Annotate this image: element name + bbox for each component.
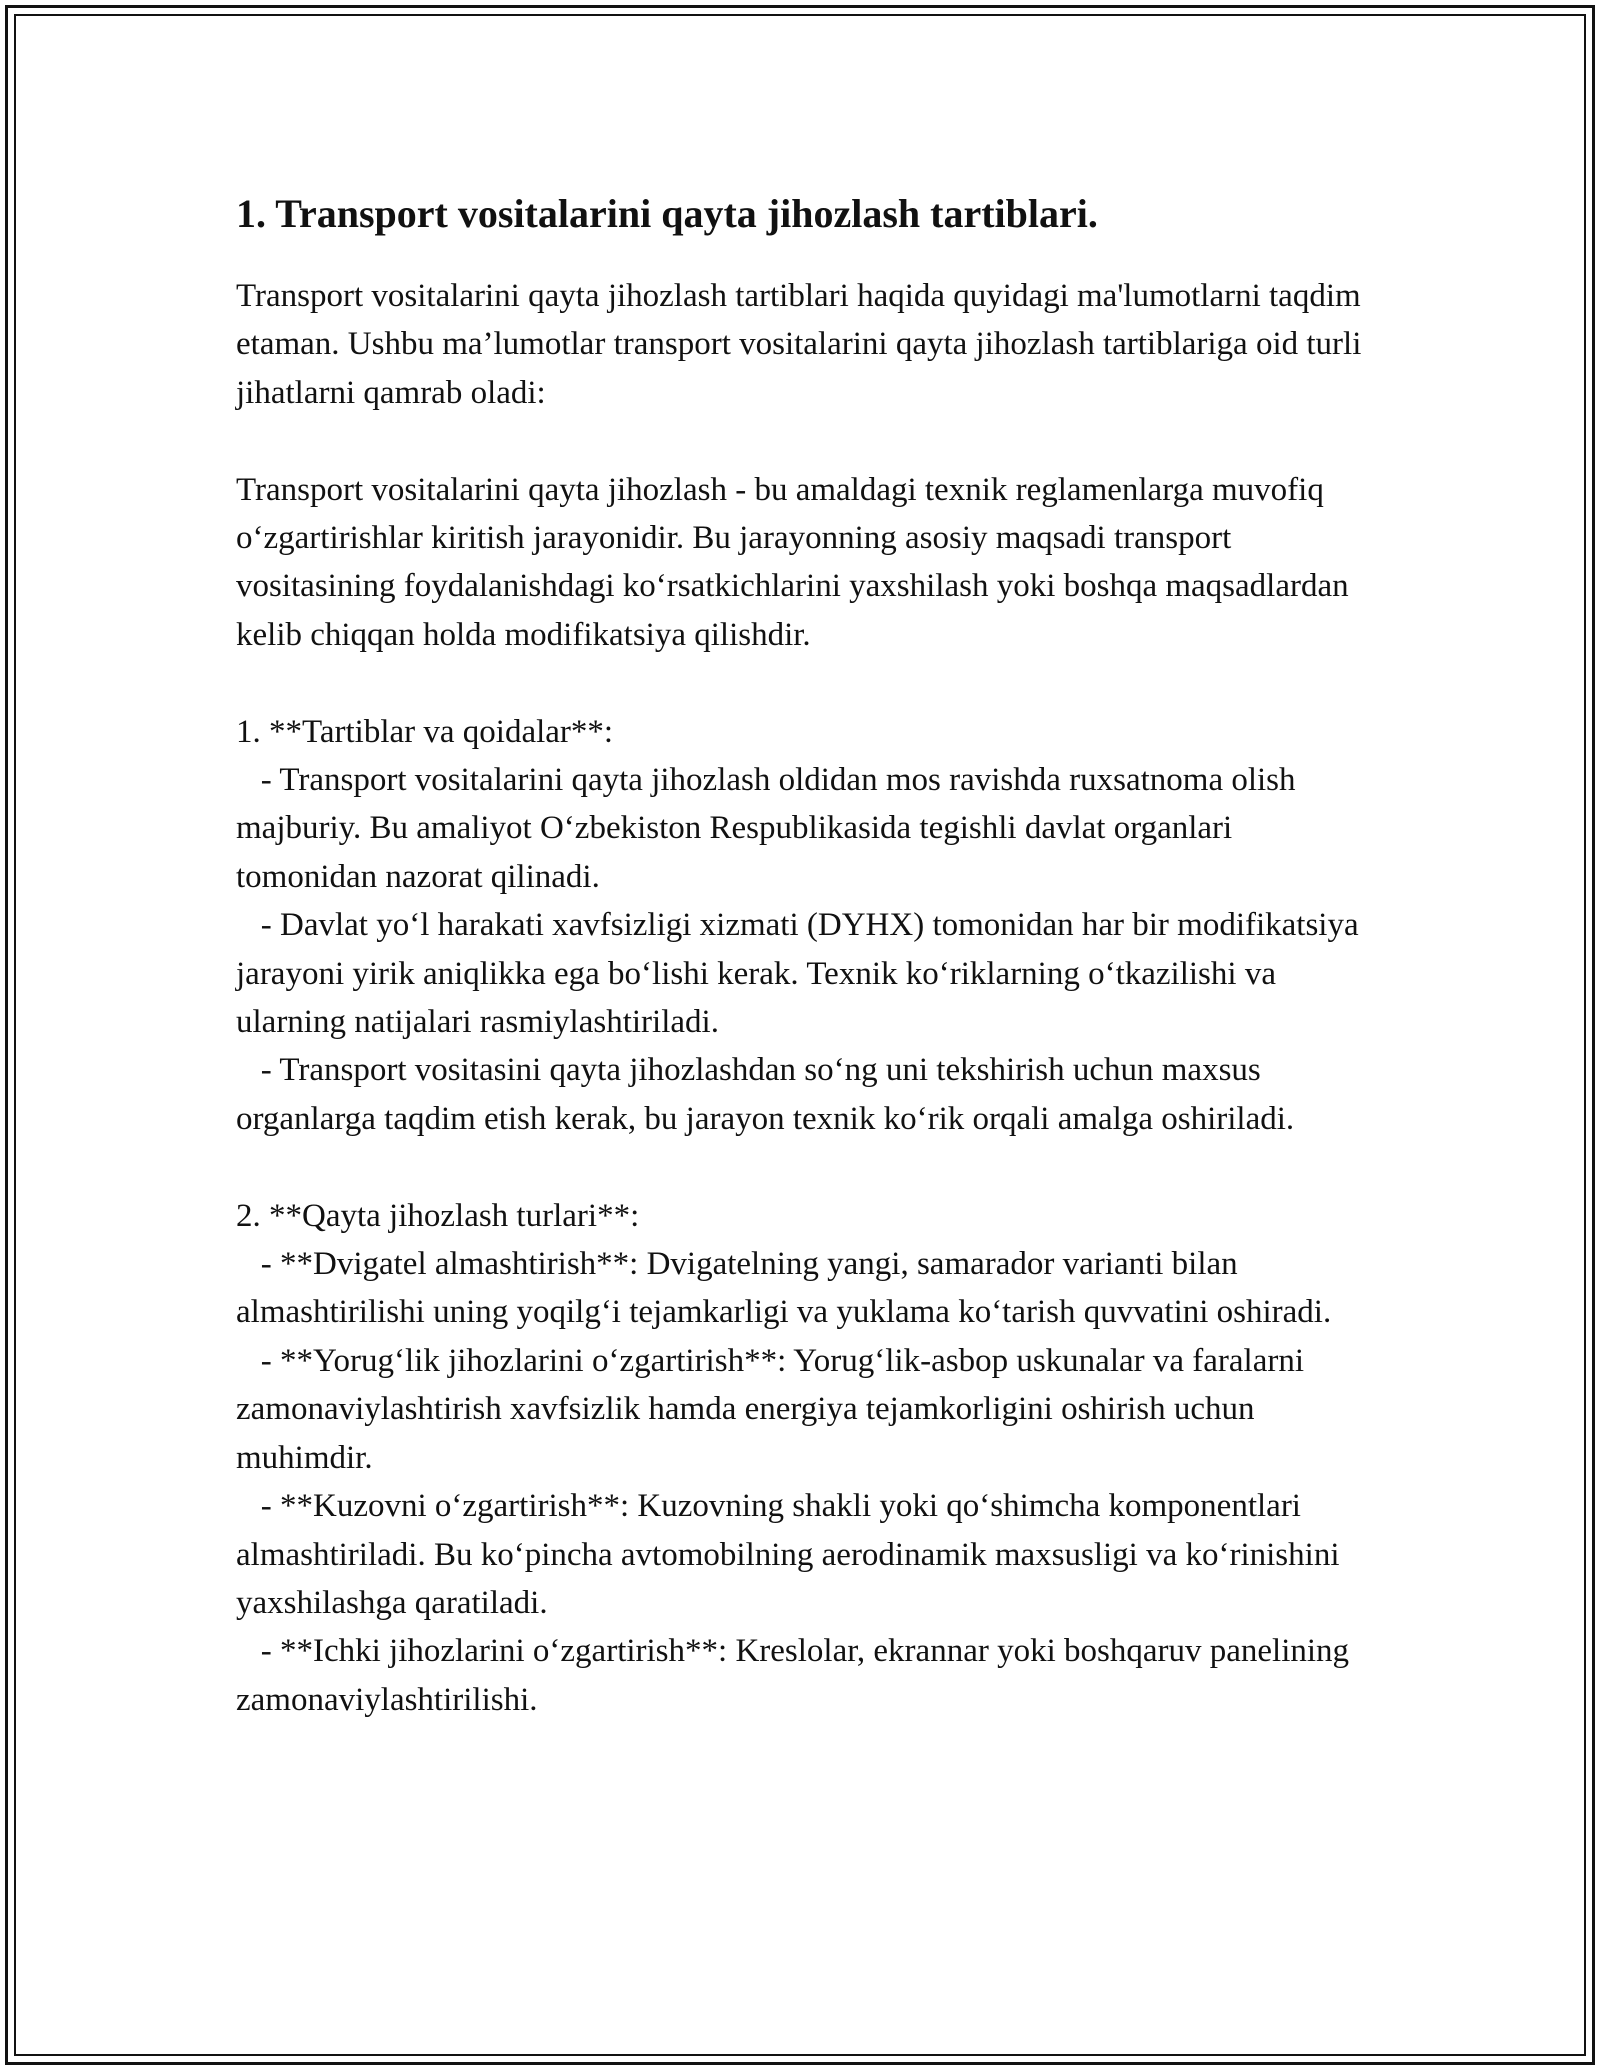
paragraph-spacer	[236, 659, 1376, 707]
section-title: 1. **Tartiblar va qoidalar**:	[236, 713, 614, 750]
list-item: - **Ichki jihozlarini o‘zgartirish**: Kreslolar, ekrannar yoki boshqaruv panelining zamonaviylashtirilishi.	[236, 1633, 1358, 1718]
list-item: - Davlat yo‘l harakati xavfsizligi xizmati (DYHX) tomonidan har bir modifikatsiya jarayoni yirik aniqlikka ega bo‘lishi kerak. Texnik ko‘riklarning o‘tkazilishi va ularning natijalari rasmiylashtiriladi.	[236, 907, 1367, 1041]
list-item: - **Kuzovni o‘zgartirish**: Kuzovning shakli yoki qo‘shimcha komponentlari almashtiriladi. Bu ko‘pincha avtomobilning aerodinamik maxsusligi va ko‘rinishini yaxshilashga qaratiladi.	[236, 1488, 1348, 1621]
document-body	[236, 188, 1376, 1724]
list-item: - Transport vositasini qayta jihozlashdan so‘ng uni tekshirish uchun maxsus organlarga taqdim etish kerak, bu jarayon texnik ko‘rik orqali amalga oshiriladi.	[236, 1052, 1295, 1137]
section-types	[236, 1192, 1376, 1724]
document-heading: 1. Transport vositalarini qayta jihozlash tartiblari.	[236, 191, 1098, 236]
list-item: - **Dvigatel almashtirish**: Dvigatelning yangi, samarador varianti bilan almashtirilishi uning yoqilg‘i tejamkarligi va yuklama ko‘tarish quvvatini oshiradi.	[236, 1246, 1332, 1331]
section-title: 2. **Qayta jihozlash turlari**:	[236, 1197, 640, 1234]
paragraph-spacer	[236, 417, 1376, 465]
intro-paragraph: Transport vositalarini qayta jihozlash tartiblari haqida quyidagi ma'lumotlarni taqdim etaman. Ushbu ma’lumotlar transport vositalarini qayta jihozlash tartiblariga oid turli jihatlarni qamrab oladi:	[236, 278, 1370, 411]
definition-paragraph: Transport vositalarini qayta jihozlash - bu amaldagi texnik reglamenlarga muvofiq o‘zgartirishlar kiritish jarayonidir. Bu jarayonning asosiy maqsadi transport vositasining foydalanishdagi ko‘rsatkichlarini yaxshilash yoki boshqa maqsadlardan kelib chiqqan holda modifikatsiya qilishdir.	[236, 471, 1357, 653]
list-item: - Transport vositalarini qayta jihozlash oldidan mos ravishda ruxsatnoma olish majburiy. Bu amaliyot O‘zbekiston Respublikasida tegishli davlat organlari tomonidan nazorat qilinadi.	[236, 762, 1304, 895]
section-rules	[236, 708, 1376, 1144]
paragraph-spacer	[236, 1143, 1376, 1191]
list-item: - **Yorug‘lik jihozlarini o‘zgartirish**: Yorug‘lik-asbop uskunalar va faralarni zamonaviylashtirish xavfsizlik hamda energiya tejamkorligini oshirish uchun muhimdir.	[236, 1342, 1313, 1476]
